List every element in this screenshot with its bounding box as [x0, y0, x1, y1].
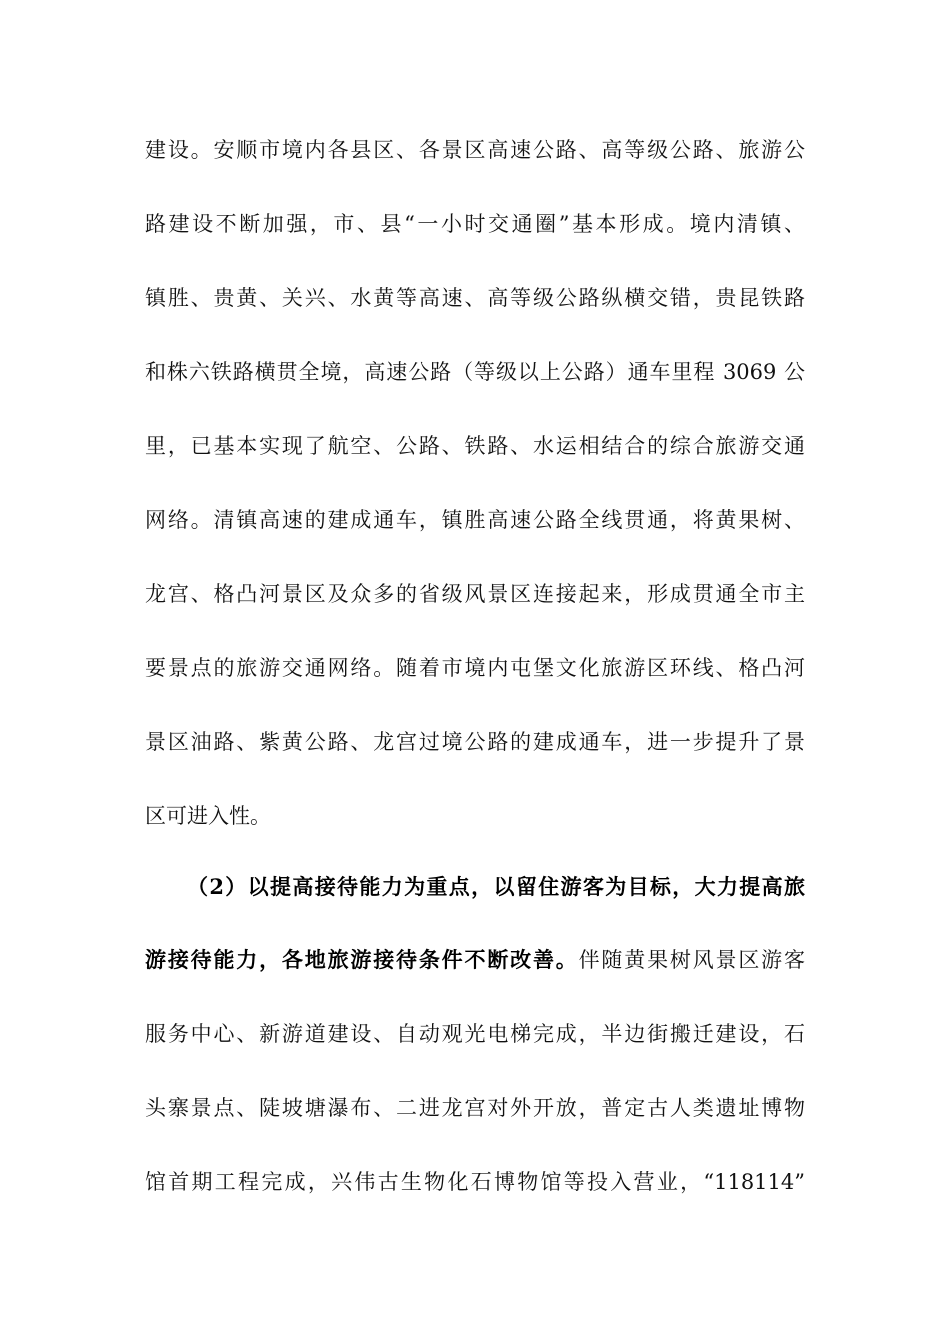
text-line: 馆首期工程完成，兴伟古生物化石博物馆等投入营业，“118114” [145, 1170, 805, 1194]
text-line: 镇胜、贵黄、关兴、水黄等高速、高等级公路纵横交错，贵昆铁路 [145, 286, 805, 310]
text-line: 服务中心、新游道建设、自动观光电梯完成，半边街搬迁建设，石 [145, 1022, 805, 1046]
text-line: 建设。安顺市境内各县区、各景区高速公路、高等级公路、旅游公 [145, 138, 805, 162]
mixed-text-line [145, 944, 805, 976]
section-heading-line: （2）以提高接待能力为重点，以留住游客为目标，大力提高旅 [187, 874, 805, 899]
text-line: 要景点的旅游交通网络。随着市境内屯堡文化旅游区环线、格凸河 [145, 656, 805, 680]
text-segment: 伴随黄果树风景区游客 [578, 948, 805, 972]
text-line: 区可进入性。 [145, 804, 271, 828]
text-line: 景区油路、紫黄公路、龙宫过境公路的建成通车，进一步提升了景 [145, 730, 805, 754]
text-line: 里，已基本实现了航空、公路、铁路、水运相结合的综合旅游交通 [145, 434, 805, 458]
text-line: 龙宫、格凸河景区及众多的省级风景区连接起来，形成贯通全市主 [145, 582, 805, 606]
text-line: 头寨景点、陡坡塘瀑布、二进龙宫对外开放，普定古人类遗址博物 [145, 1096, 805, 1120]
text-line: 和株六铁路横贯全境，高速公路（等级以上公路）通车里程 3069 公 [145, 360, 805, 384]
text-line: 路建设不断加强，市、县“一小时交通圈”基本形成。境内清镇、 [145, 212, 805, 236]
section-heading-continuation: 游接待能力，各地旅游接待条件不断改善。 [145, 947, 579, 972]
text-line: 网络。清镇高速的建成通车，镇胜高速公路全线贯通，将黄果树、 [145, 508, 805, 532]
